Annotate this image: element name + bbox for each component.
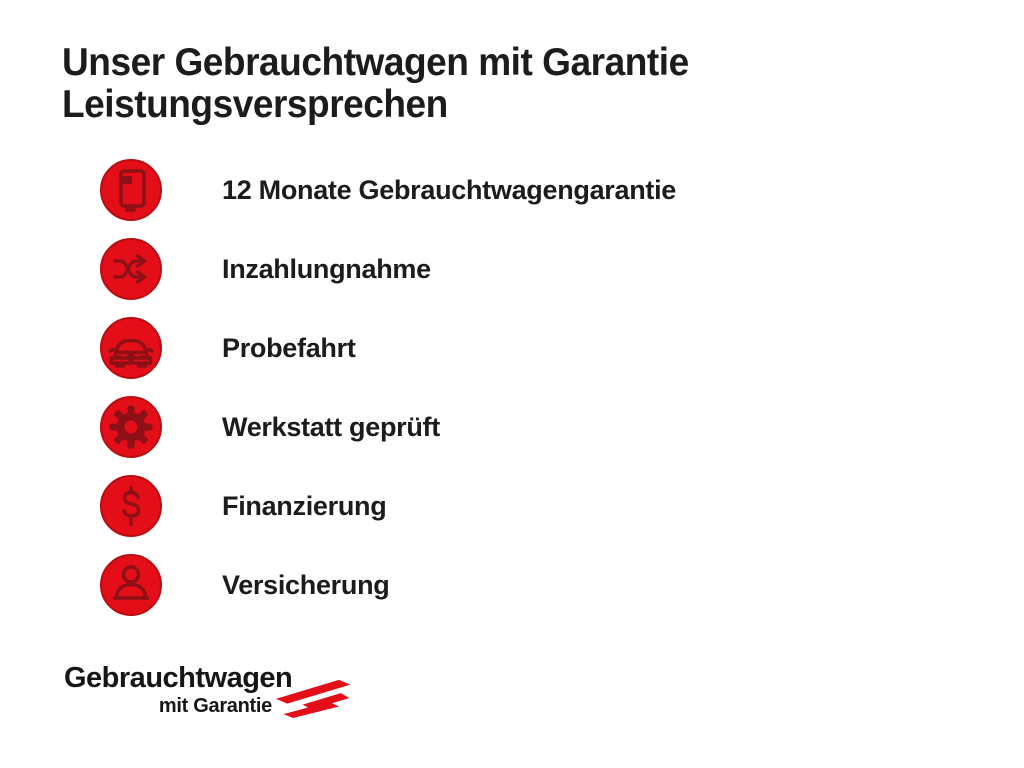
benefit-label: Werkstatt geprüft bbox=[222, 411, 440, 442]
page-title bbox=[62, 42, 689, 126]
benefit-label: Finanzierung bbox=[222, 490, 387, 521]
benefits-list bbox=[99, 158, 676, 632]
page-title-line1: Unser Gebrauchtwagen mit Garantie bbox=[62, 41, 689, 84]
person-icon bbox=[99, 553, 163, 617]
benefit-row-workshop bbox=[99, 395, 676, 459]
benefit-label: Probefahrt bbox=[222, 332, 356, 363]
trade-in-arrows-icon bbox=[99, 237, 163, 301]
car-front-icon bbox=[99, 316, 163, 380]
dollar-icon bbox=[99, 474, 163, 538]
gebrauchtwagen-mit-garantie-logo bbox=[64, 662, 394, 726]
page-title-line2: Leistungsversprechen bbox=[62, 83, 448, 126]
gear-icon bbox=[99, 395, 163, 459]
benefit-label: Versicherung bbox=[222, 569, 390, 600]
warranty-booklet-icon bbox=[99, 158, 163, 222]
benefit-label: 12 Monate Gebrauchtwagengarantie bbox=[222, 174, 677, 205]
benefit-row-financing bbox=[99, 474, 676, 538]
red-brush-z-icon bbox=[274, 675, 358, 719]
benefit-row-insurance bbox=[99, 553, 676, 617]
logo-wordmark-line2: mit Garantie bbox=[158, 695, 272, 717]
logo-wordmark-line1: Gebrauchtwagen bbox=[64, 662, 293, 694]
benefit-label: Inzahlungnahme bbox=[222, 253, 431, 284]
benefit-row-trade-in bbox=[99, 237, 676, 301]
benefit-row-test-drive bbox=[99, 316, 676, 380]
benefit-row-warranty bbox=[99, 158, 676, 222]
